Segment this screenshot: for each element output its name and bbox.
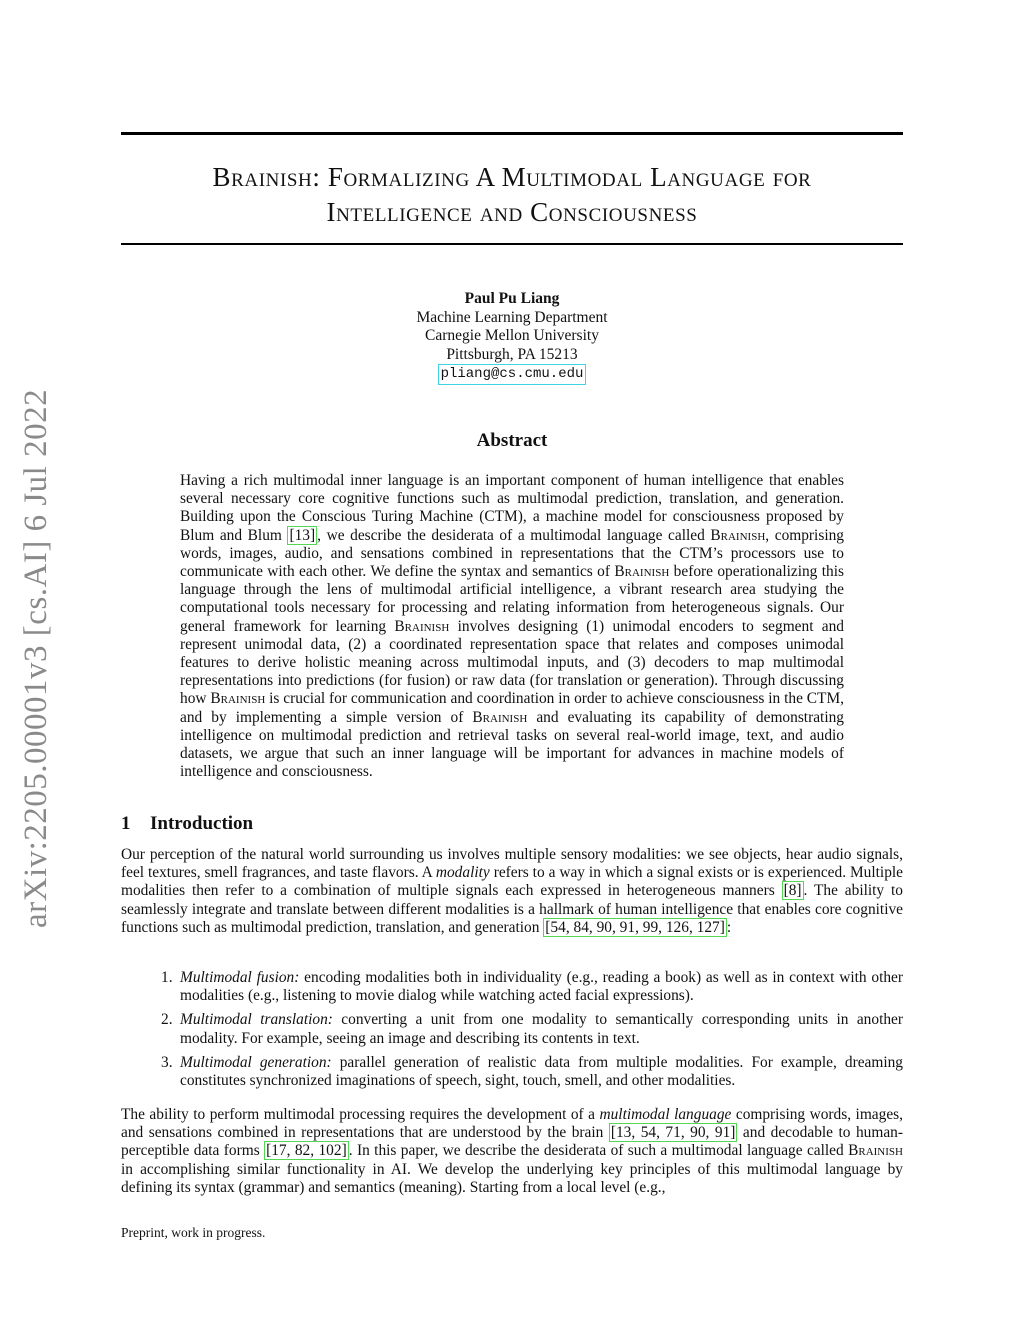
author-location: Pittsburgh, PA 15213 — [446, 345, 578, 363]
body-text: refers to a way in which a signal exists or is experienced. Multiple modalities then refer to a combination of multiple signals each expressed in heterogeneous manners — [121, 864, 903, 900]
abstract-body — [180, 472, 844, 781]
footer-note: Preprint, work in progress. — [121, 1225, 266, 1240]
list-text: parallel generation of realistic data from multiple modalities. For example, dreaming constitutes synchronized imaginations of speech, sight, touch, smell, and other modalities. — [180, 1053, 903, 1090]
author-university: Carnegie Mellon University — [425, 327, 599, 344]
section-heading-introduction — [121, 813, 903, 835]
brainish-term: Brainish — [614, 563, 670, 581]
citation-link[interactable]: [8] — [783, 882, 802, 900]
intro-list — [121, 969, 903, 1096]
list-term: Multimodal generation: — [180, 1053, 332, 1071]
body-text: comprising words, images, and sensations combined in representations that are understood by the brain — [121, 1106, 904, 1142]
body-text: . In this paper, we describe the desiderata of such a multimodal language called — [348, 1142, 849, 1160]
brainish-term: Brainish — [710, 526, 766, 544]
brainish-term: Brainish — [848, 1142, 903, 1160]
body-text: . The ability to seamlessly integrate and translate between different modalities is a hallmark of human intelligence that enables core cognitive functions such as multimodal prediction, translation, and generation — [121, 882, 903, 936]
section-title: Introduction — [150, 813, 254, 834]
list-item — [121, 969, 903, 1005]
body-text: Our perception of the natural world surrounding us involves multiple sensory modalities: we see objects, hear audio signals, feel textures, smell fragrances, and taste flavors. A — [121, 846, 903, 882]
brainish-term: Brainish — [210, 690, 266, 708]
emphasis-text: modality — [435, 864, 490, 882]
intro-paragraph-2 — [121, 1106, 903, 1197]
body-text: : — [726, 918, 732, 936]
title-line-2: Intelligence and Consciousness — [326, 197, 698, 227]
author-department: Machine Learning Department — [416, 308, 608, 326]
author-email-link[interactable]: pliang@cs.cmu.edu — [438, 364, 587, 385]
title-rule-top — [121, 132, 903, 135]
citation-link[interactable]: [13] — [289, 526, 316, 544]
abstract-text: Having a rich multimodal inner language is an important component of human intelligence that enables several necessary core cognitive functions such as multimodal prediction, translation, and generation. Building upon the Conscious Turing Machine (CTM), a machine model for consciousness proposed by Blum and Blum — [180, 472, 844, 544]
citation-link[interactable]: [54, 84, 90, 91, 99, 126, 127] — [545, 918, 725, 936]
body-text: The ability to perform multimodal processing requires the development of a — [121, 1106, 600, 1123]
title-rule-bottom — [121, 243, 903, 245]
abstract-text: , comprising words, images, audio, and sensations combined in representations that the CTM’s processors use to communicate with each other. We define the syntax and semantics of — [180, 526, 844, 581]
abstract-text: , we describe the desiderata of a multimodal language called — [317, 526, 711, 544]
abstract-text: and evaluating its capability of demonstrating intelligence on multimodal prediction and retrieval tasks on several real-world image, text, and audio datasets, we argue that such an inner language will be important for advances in machine models of intelligence and consciousness. — [180, 708, 844, 781]
list-marker: 1. — [161, 969, 173, 986]
body-text: and decodable to human-perceptible data forms — [121, 1124, 903, 1160]
list-text: encoding modalities both in individuality (e.g., reading a book) as well as in context with other modalities (e.g., listening to movie dialog while watching acted facial expressions). — [180, 969, 903, 1005]
arxiv-side-stamp: arXiv:2205.00001v3 [cs.AI] 6 Jul 2022 — [18, 388, 54, 928]
section-number: 1 — [121, 813, 131, 834]
emphasis-text: multimodal language — [599, 1106, 732, 1123]
brainish-term: Brainish — [394, 617, 450, 635]
citation-link[interactable]: [13, 54, 71, 90, 91] — [610, 1124, 736, 1142]
list-term: Multimodal fusion: — [180, 969, 300, 986]
list-marker: 3. — [161, 1053, 173, 1071]
author-name: Paul Pu Liang — [464, 290, 560, 307]
abstract-text: before operationalizing this language through the lens of multimodal artificial intelligence, a vibrant research area studying the computational tools necessary for processing and relating information from heterogeneous signals. Our general framework for learning — [180, 563, 844, 635]
list-term: Multimodal translation: — [180, 1011, 333, 1029]
abstract-text: is crucial for communication and coordination in order to achieve consciousness in the CTM, and by implementing a simple version of — [180, 690, 844, 726]
paper-title — [121, 160, 903, 230]
author-block — [121, 290, 903, 385]
list-marker: 2. — [161, 1011, 173, 1029]
abstract-heading: Abstract — [476, 430, 548, 451]
list-item — [121, 1054, 903, 1090]
list-item — [121, 1011, 903, 1047]
list-text: converting a unit from one modality to semantically corresponding units in another modality. For example, seeing an image and describing its contents in text. — [180, 1011, 903, 1047]
intro-paragraph-1 — [121, 846, 903, 937]
abstract-text: involves designing (1) unimodal encoders to segment and represent unimodal data, (2) a coordinated representation space that relates and composes unimodal features to derive holistic meaning across multimodal inputs, and (3) decoders to map multimodal representations into predictions (for fusion) or raw data (for translation or generation). Through discussing how — [180, 617, 845, 708]
body-text: in accomplishing similar functionality in AI. We develop the underlying key principles of this multimodal language by defining its syntax (grammar) and semantics (meaning). Starting from a local level (e.g., — [121, 1160, 903, 1196]
brainish-term: Brainish — [472, 708, 528, 726]
title-line-1: Brainish: Formalizing A Multimodal Language for — [212, 162, 812, 192]
citation-link[interactable]: [17, 82, 102] — [266, 1142, 347, 1160]
